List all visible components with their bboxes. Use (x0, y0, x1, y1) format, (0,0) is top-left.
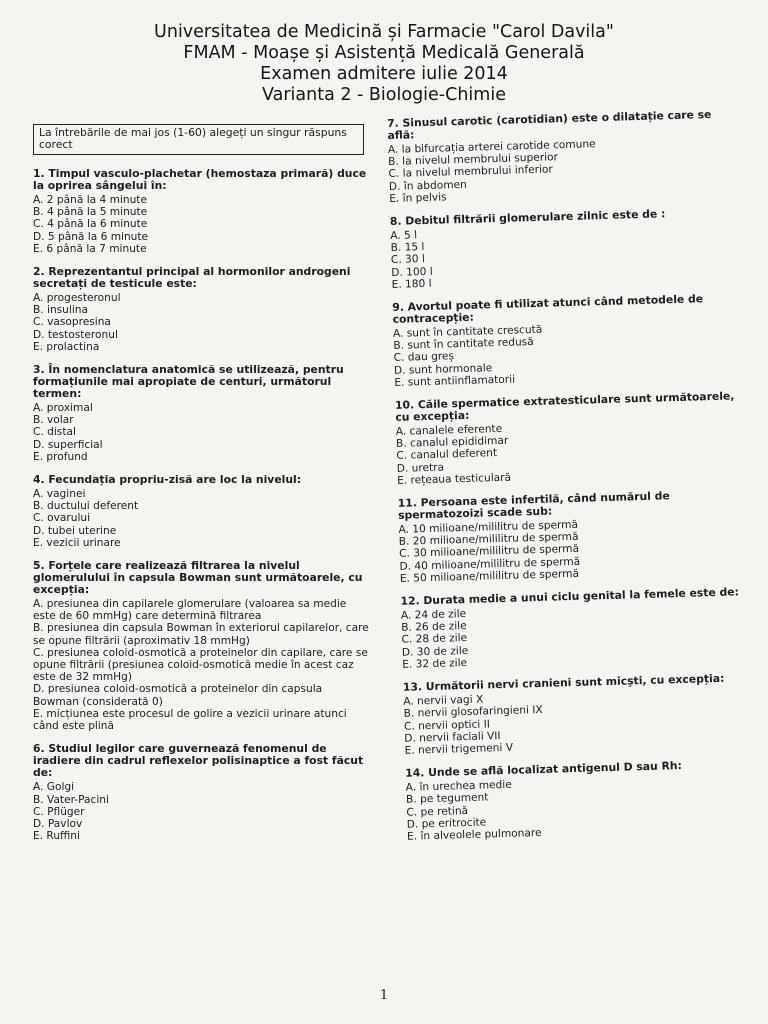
answer-option: B. presiunea din capsula Bowman în exteriorul capilarelor, care se opune filtrării (aproximativ 18 mmHg) (33, 622, 369, 647)
question-title: 10. Căile spermatice extratesticulare sunt următoarele, cu excepția: (394, 389, 735, 424)
question-11 (398, 488, 740, 584)
question-title: 6. Studiul legilor care guvernează fenomenul de iradiere din cadrul reflexelor polisinaptice a fost făcut de: (33, 742, 364, 780)
question-4 (33, 474, 371, 549)
answer-option: D. nervii faciali VII (404, 729, 501, 745)
answer-option: E. 32 de zile (402, 656, 468, 671)
answer-option: A. 24 de zile (400, 608, 467, 622)
answer-option: E. 180 l (391, 277, 432, 291)
answer-option: E. micțiunea este procesul de golire a vezicii urinare atunci când este plină (33, 707, 347, 733)
answer-option: D. sunt hormonale (393, 361, 493, 377)
answer-option: B. insulina (33, 304, 88, 317)
question-title: 5. Forțele care realizează filtrarea la nivelul glomerulului în capsula Bowman sunt următoarele, cu excepția: (33, 559, 363, 597)
answer-option: C. 30 l (390, 253, 426, 267)
answer-option: C. nervii optici II (403, 717, 491, 733)
answer-option: D. în abdomen (388, 178, 467, 193)
answer-option: D. tubei uterine (33, 524, 117, 537)
answer-options (398, 514, 740, 584)
answer-option: E. în pelvis (389, 191, 447, 205)
answer-option: A. în urechea medie (405, 778, 512, 794)
answer-option: D. 40 milioane/mililitru de spermă (399, 555, 581, 573)
answer-option: C. Pflüger (33, 805, 85, 818)
question-title: 8. Debitul filtrării glomerulare zilnic este de : (389, 207, 666, 228)
left-column (33, 124, 371, 853)
question-12 (400, 586, 742, 670)
question-14 (405, 758, 747, 842)
question-title: 4. Fecundația propriu-zisă are loc la nivelul: (33, 473, 302, 487)
answer-options (33, 781, 371, 842)
question-8 (390, 206, 732, 290)
answer-option: C. vasopresina (33, 316, 111, 329)
answer-options (33, 292, 371, 353)
faculty-line: FMAM - Moașe și Asistență Medicală Generală (183, 43, 585, 63)
answer-options (390, 220, 732, 290)
answer-option: A. sunt în cantitate crescută (392, 323, 543, 340)
answer-option: C. 4 până la 6 minute (33, 218, 148, 231)
answer-option: A. proximal (33, 402, 93, 415)
answer-option: B. Vater-Pacini (33, 793, 109, 806)
answer-option: A. canalele eferente (395, 422, 503, 438)
instructions-box: La întrebările de mai jos (1-60) alegeți un singur răspuns corect (33, 124, 364, 155)
answer-option: D. superficial (33, 438, 103, 451)
answer-option: E. în alveolele pulmonare (406, 826, 542, 843)
answer-option: C. 28 de zile (401, 632, 468, 647)
answer-option: D. presiunea coloid-osmotică a proteinelor din capsula Bowman (considerată 0) (33, 683, 323, 708)
answer-options (388, 134, 730, 204)
answer-option: C. canalul deferent (396, 447, 498, 463)
answer-option: A. 2 până la 4 minute (33, 194, 147, 206)
answer-option: E. 50 milioane/mililitru de spermă (399, 567, 580, 585)
answer-option: E. profund (33, 450, 88, 463)
answer-options (401, 600, 743, 670)
question-title: 2. Reprezentantul principal al hormonilor androgeni secretați de testicule este: (33, 265, 351, 291)
answer-option: E. sunt antiinflamatorii (394, 373, 516, 389)
question-2 (33, 266, 371, 353)
answer-options (33, 194, 371, 255)
question-title: 13. Următorii nervi cranieni sunt micști, cu excepția: (402, 671, 725, 694)
answer-options (403, 686, 745, 756)
answer-option: C. ovarului (33, 512, 91, 525)
answer-option: E. Ruffini (33, 830, 80, 843)
question-7 (387, 109, 729, 205)
answer-option: E. nervii trigemeni V (404, 741, 514, 757)
question-10 (395, 390, 737, 486)
answer-option: E. rețeaua testiculară (396, 471, 512, 487)
question-5 (33, 560, 371, 732)
answer-option: B. ductului deferent (33, 500, 139, 513)
answer-option: B. pe tegument (405, 791, 489, 807)
answer-option: E. prolactina (33, 340, 100, 353)
answer-options (406, 772, 748, 842)
answer-option: B. 26 de zile (401, 620, 467, 635)
answer-option: A. vaginei (33, 488, 86, 501)
right-column (387, 109, 747, 854)
question-9 (392, 292, 734, 388)
answer-option: B. la nivelul membrului superior (388, 151, 559, 169)
exam-title: Examen admitere iulie 2014 (260, 64, 508, 84)
question-1 (33, 168, 371, 255)
question-3 (33, 364, 371, 463)
answer-option: B. 4 până la 5 minute (33, 206, 148, 219)
answer-option: C. dau greș (393, 350, 455, 365)
answer-option: A. nervii vagi X (403, 693, 484, 708)
answer-option: C. la nivelul membrului inferior (388, 163, 553, 181)
answer-option: B. canalul epididimar (395, 434, 509, 451)
answer-options (396, 416, 738, 486)
question-title: 12. Durata medie a unui ciclu genital la femele este de: (400, 585, 740, 608)
answer-option: B. sunt în cantitate redusă (393, 336, 534, 353)
university-name: Universitatea de Medicină și Farmacie "Carol Davila" (154, 22, 614, 42)
answer-option: D. 100 l (391, 265, 433, 279)
question-title: 7. Sinusul carotic (carotidian) este o dilatație care se află: (386, 107, 712, 142)
exam-variant: Varianta 2 - Biologie-Chimie (262, 85, 506, 105)
answer-option: A. 10 milioane/mililitru de spermă (398, 518, 579, 536)
answer-option: B. nervii glosofaringieni IX (403, 704, 543, 721)
question-title: 9. Avortul poate fi utilizat atunci când metodele de contracepție: (392, 292, 704, 326)
answer-option: D. testosteronul (33, 328, 118, 341)
answer-option: B. 20 milioane/mililitru de spermă (398, 531, 579, 549)
document-header (0, 22, 768, 106)
answer-option: C. distal (33, 426, 76, 439)
question-title: 1. Timpul vasculo-plachetar (hemostaza primară) duce la oprirea sângelui în: (33, 167, 367, 192)
answer-option: C. 30 milioane/mililitru de spermă (399, 543, 580, 561)
answer-option: E. vezicii urinare (33, 536, 121, 549)
answer-option: A. 5 l (390, 229, 418, 242)
question-title: 11. Persoana este infertilă, când numărul de spermatozoizi scade sub: (397, 489, 670, 522)
question-title: 14. Unde se află localizat antigenul D sau Rh: (405, 759, 682, 780)
answer-option: D. 30 de zile (401, 644, 469, 659)
answer-option: D. 5 până la 6 minute (33, 230, 149, 243)
answer-option: B. volar (33, 414, 74, 427)
question-13 (403, 672, 745, 756)
answer-option: C. presiunea coloid-osmotică a proteinelor din capilare, care se opune filtrării (presiunea coloid-osmotică medie în acest caz este de 32 mmHg) (33, 646, 368, 684)
page-number: 1 (379, 988, 389, 1003)
answer-option: A. la bifurcația arterei carotide comune (387, 138, 596, 156)
answer-option: A. presiunea din capilarele glomerulare (valoarea sa medie este de 60 mmHg) care determină filtrarea (33, 598, 347, 623)
answer-option: D. Pavlov (33, 817, 83, 830)
answer-option: D. uretra (396, 461, 445, 475)
answer-option: E. 6 până la 7 minute (33, 242, 147, 255)
answer-option: A. progesteronul (33, 292, 121, 305)
answer-option: A. Golgi (33, 781, 75, 794)
answer-option: D. pe eritrocite (406, 816, 487, 831)
question-6 (33, 743, 371, 842)
answer-options (393, 318, 735, 388)
answer-options (33, 402, 371, 463)
answer-option: B. 15 l (390, 241, 425, 255)
answer-options (33, 488, 371, 549)
answer-options (33, 598, 371, 732)
answer-option: C. pe retină (406, 804, 469, 819)
question-title: 3. În nomenclatura anatomică se utilizează, pentru formațiunile mai apropiate de centuri, următorul termen: (33, 363, 344, 401)
